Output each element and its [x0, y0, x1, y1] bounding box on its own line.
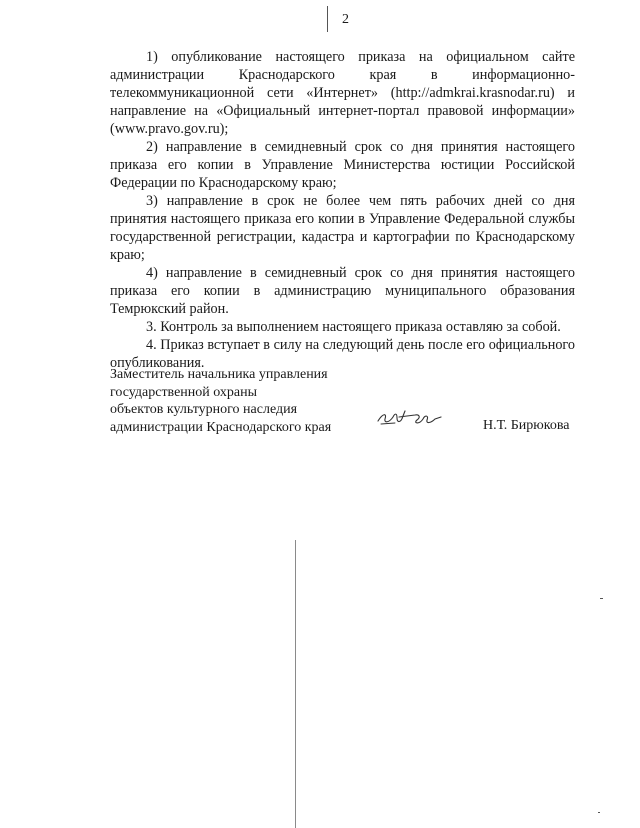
- scan-artifact-vertical-line: [295, 540, 296, 828]
- paragraph-publication: 1) опубликование настоящего приказа на официальном сайте администрации Краснодарского края в информационно-телекоммуникационной сети «Интернет» (http://admkrai.krasnodar.ru) и направление на «Официальный интернет-портал правовой информации» (www.pravo.gov.ru);: [110, 49, 575, 137]
- page-number: 2: [342, 12, 349, 27]
- paragraph-control: 3. Контроль за выполнением настоящего приказа оставляю за собой.: [146, 319, 561, 335]
- scan-artifact-dot: [598, 812, 600, 813]
- signatory-title-line: администрации Краснодарского края: [110, 419, 332, 435]
- scan-artifact-dot: [600, 598, 603, 599]
- signatory-title-line: Заместитель начальника управления: [110, 367, 328, 382]
- order-body-text: [110, 48, 575, 372]
- signatory-title-line: государственной охраны: [110, 384, 258, 400]
- signatory-title-line: объектов культурного наследия: [110, 402, 298, 417]
- paragraph-rosreestr: 3) направление в срок не более чем пять рабочих дней со дня принятия настоящего приказа его копии в Управление Федеральной службы государственной регистрации, кадастра и картографии по Краснодарскому краю;: [110, 193, 575, 263]
- paragraph-entry-into-force: 4. Приказ вступает в силу на следующий день после его официального опубликования.: [110, 337, 575, 371]
- paragraph-ministry-of-justice: 2) направление в семидневный срок со дня принятия настоящего приказа его копии в Управление Министерства юстиции Российской Федерации по Краснодарскому краю;: [110, 139, 575, 191]
- signatory-name: Н.Т. Бирюкова: [483, 418, 570, 433]
- scan-artifact-top: [327, 6, 328, 32]
- paragraph-municipality: 4) направление в семидневный срок со дня принятия настоящего приказа его копии в администрацию муниципального образования Темрюкский район.: [110, 265, 575, 317]
- handwritten-signature: [375, 405, 445, 431]
